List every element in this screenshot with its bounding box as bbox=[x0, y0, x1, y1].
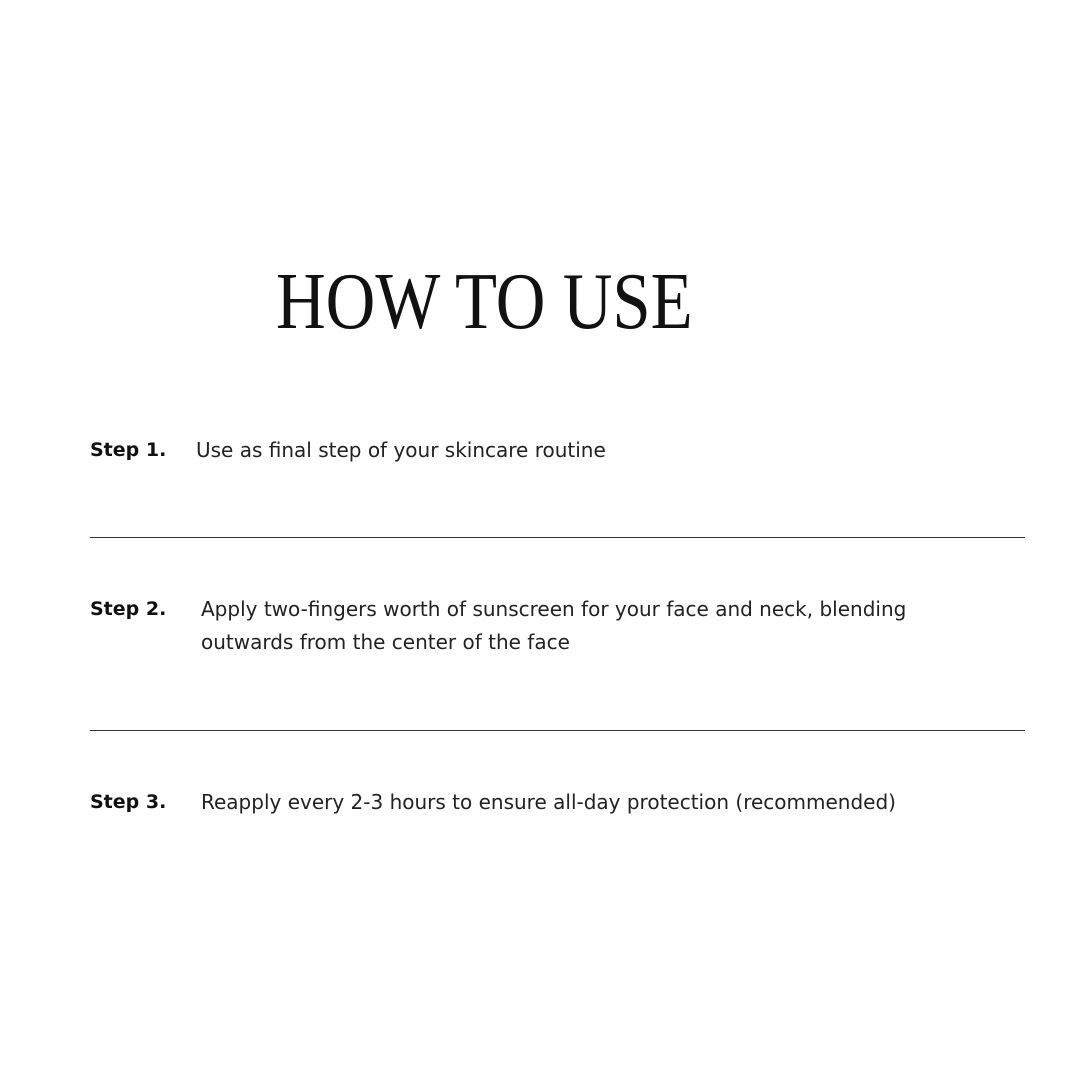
divider bbox=[90, 730, 1025, 731]
step-text: Apply two-fingers worth of sunscreen for your face and neck, blending outwards from the center of the face bbox=[201, 597, 907, 654]
step-text: Use as final step of your skincare routine bbox=[196, 438, 606, 462]
step-label: Step 1. bbox=[90, 439, 167, 461]
divider bbox=[90, 537, 1025, 538]
step-label: Step 2. bbox=[90, 598, 167, 620]
page-title: HOW TO USE bbox=[276, 258, 693, 346]
step-label: Step 3. bbox=[90, 791, 167, 813]
step-text: Reapply every 2-3 hours to ensure all-day protection (recommended) bbox=[201, 790, 896, 814]
